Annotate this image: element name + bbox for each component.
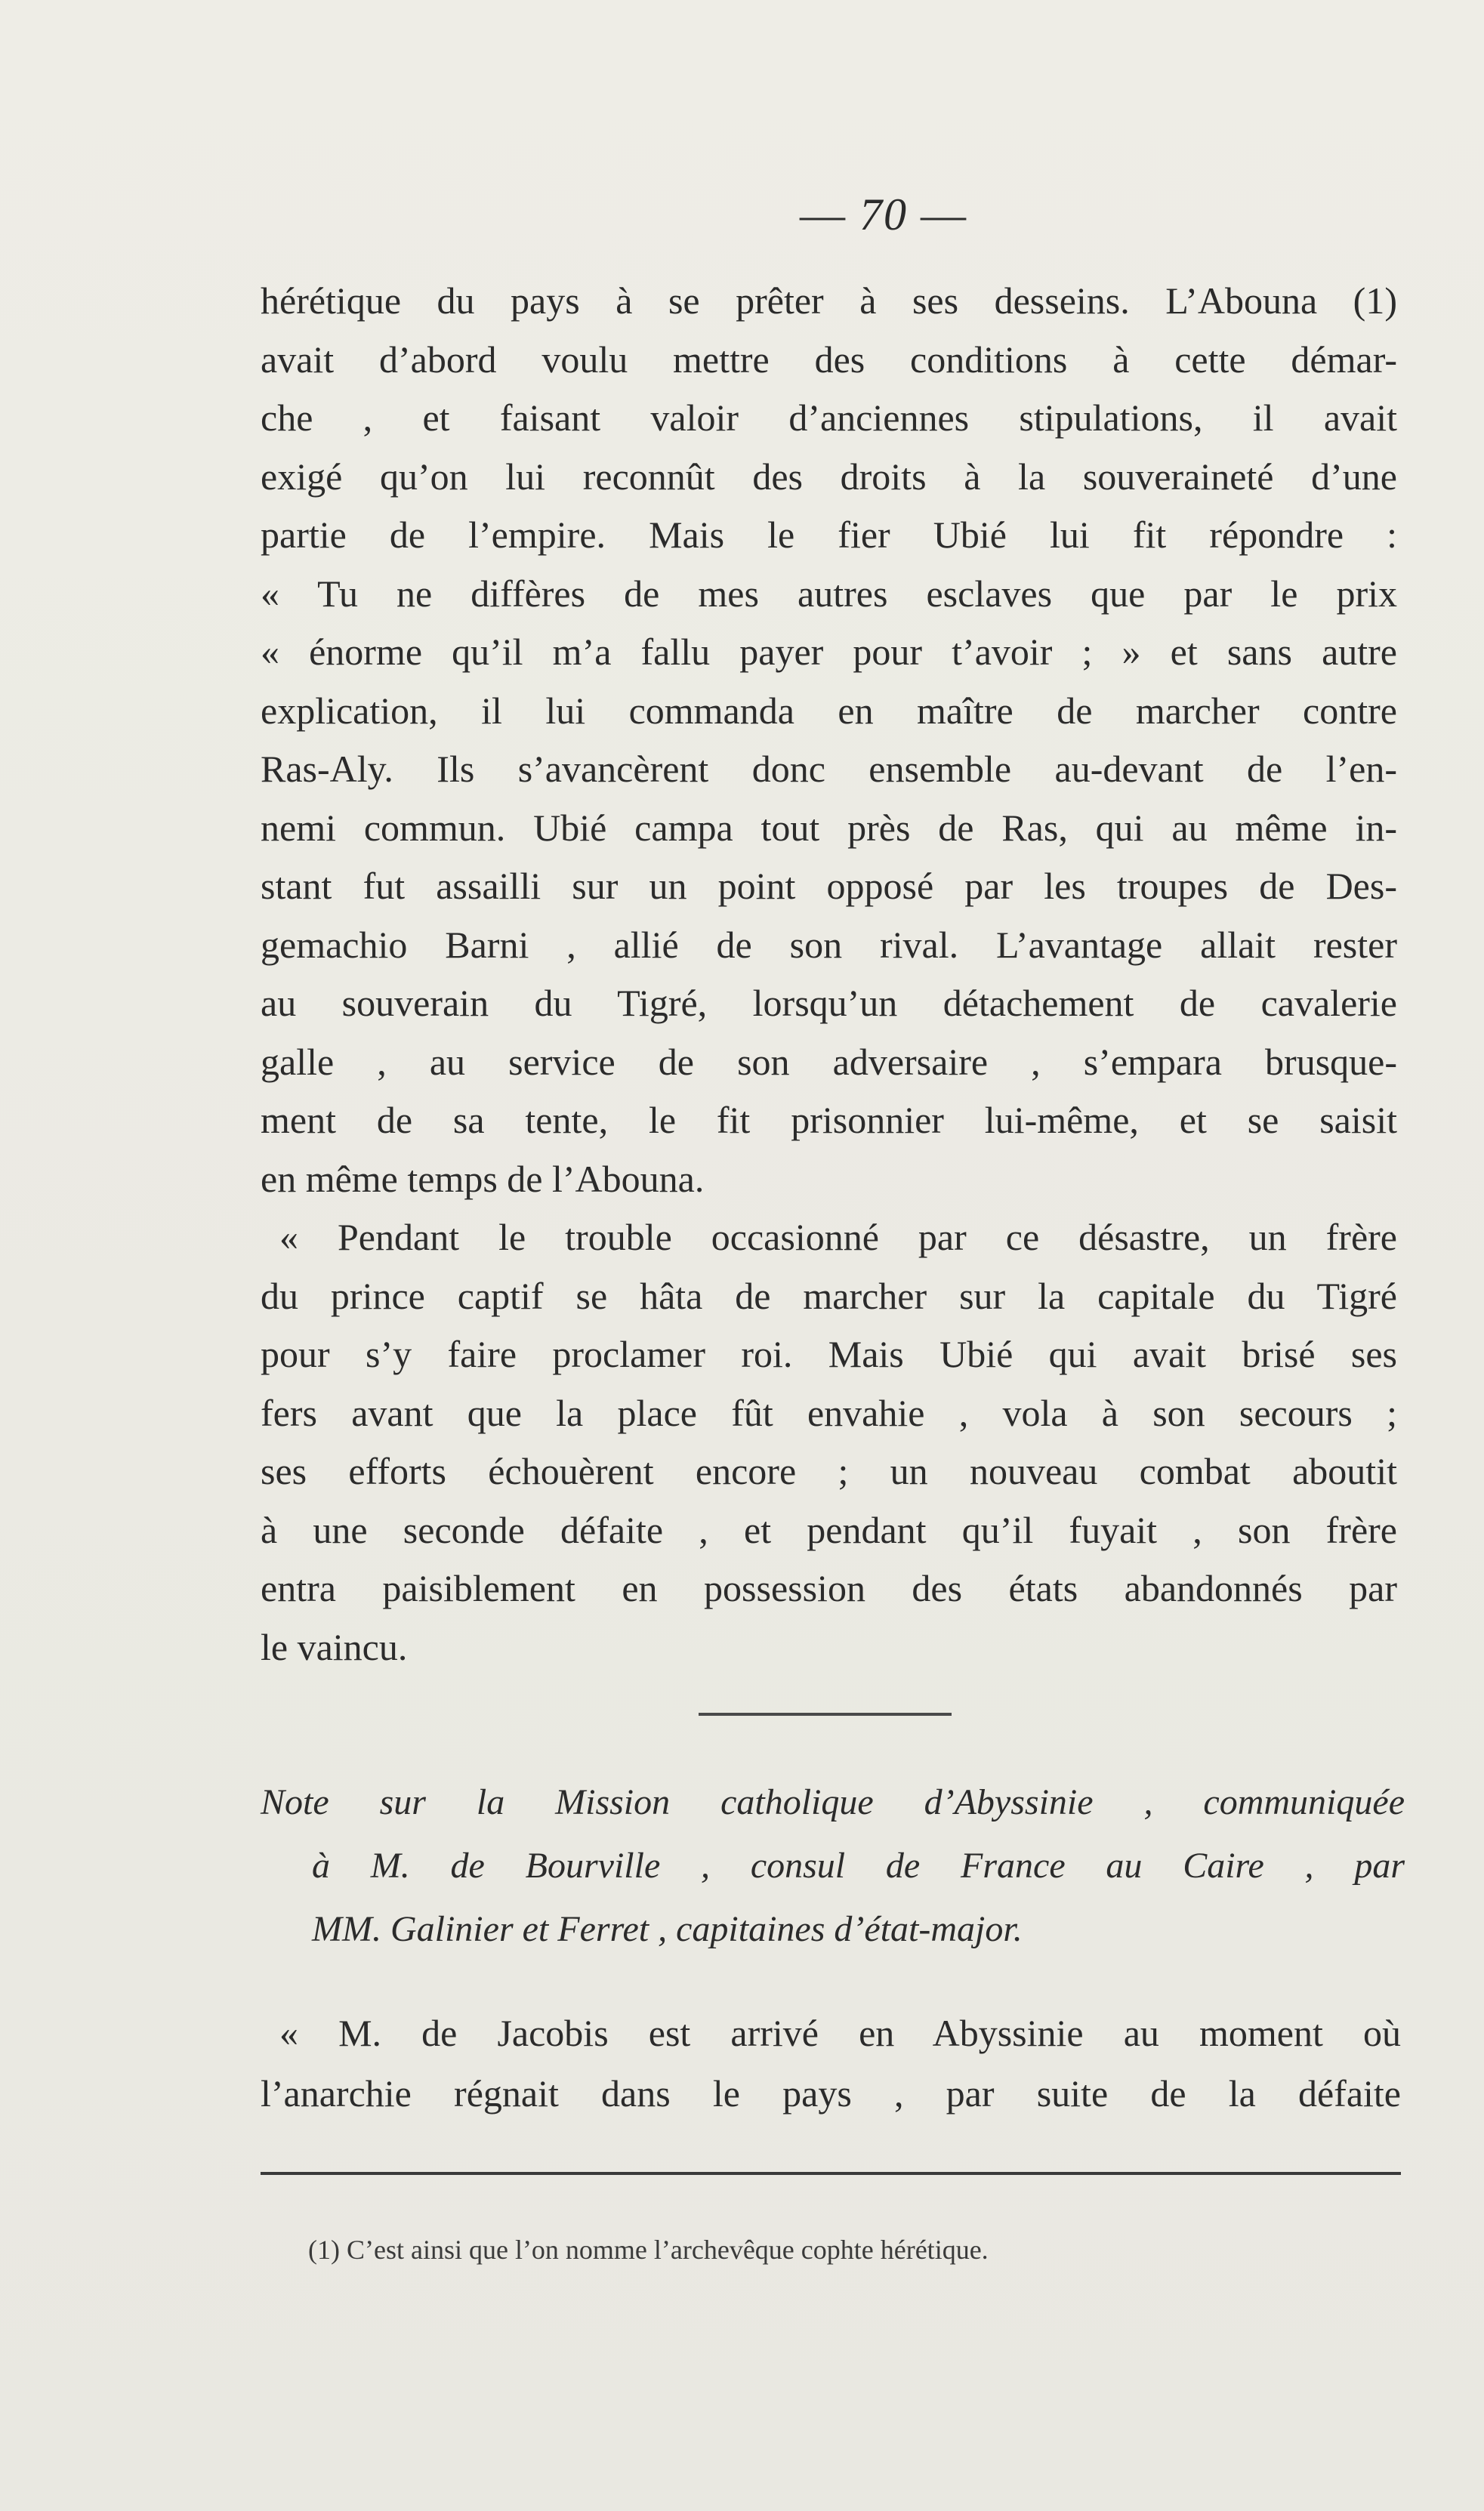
body-line: nemi commun. Ubié campa tout près de Ras, qui au même in- [261, 806, 1397, 849]
body-line: stant fut assailli sur un point opposé par les troupes de Des- [261, 865, 1397, 907]
body-line: « Tu ne diffères de mes autres esclaves que par le prix [261, 572, 1397, 615]
note-body-line: l’anarchie régnait dans le pays , par suite de la défaite [261, 2072, 1401, 2115]
body-line: hérétique du pays à se prêter à ses desseins. L’Abouna (1) [261, 279, 1397, 322]
body-line: galle , au service de son adversaire , s’empara brusque- [261, 1040, 1397, 1083]
body-line: ment de sa tente, le fit prisonnier lui-même, et se saisit [261, 1099, 1397, 1141]
body-line: entra paisiblement en possession des états abandonnés par [261, 1567, 1397, 1609]
note-body-line: « M. de Jacobis est arrivé en Abyssinie au moment où [279, 2012, 1401, 2054]
body-line: che , et faisant valoir d’anciennes stipulations, il avait [261, 396, 1397, 439]
page-number: — 70 — [800, 190, 967, 239]
note-title-line: à M. de Bourville , consul de France au Caire , par [312, 1846, 1405, 1886]
body-line: gemachio Barni , allié de son rival. L’avantage allait rester [261, 923, 1397, 966]
body-line: avait d’abord voulu mettre des conditions à cette démar- [261, 338, 1397, 381]
body-line: « Pendant le trouble occasionné par ce désastre, un frère [279, 1216, 1397, 1258]
page-number-value: 70 [859, 190, 908, 239]
body-line: Ras-Aly. Ils s’avancèrent donc ensemble au-devant de l’en- [261, 748, 1397, 790]
note-body [261, 2003, 1401, 2124]
body-line: du prince captif se hâta de marcher sur la capitale du Tigré [261, 1274, 1397, 1317]
section-divider [699, 1713, 952, 1716]
body-line: explication, il lui commanda en maître de marcher contre [261, 689, 1397, 732]
body-line: en même temps de l’Abouna. [261, 1157, 705, 1200]
body-line: au souverain du Tigré, lorsqu’un détachement de cavalerie [261, 982, 1397, 1024]
body-text [261, 272, 1397, 1677]
body-line: fers avant que la place fût envahie , vola à son secours ; [261, 1391, 1397, 1434]
body-line: ses efforts échouèrent encore ; un nouveau combat aboutit [261, 1450, 1397, 1492]
body-line: « énorme qu’il m’a fallu payer pour t’avoir ; » et sans autre [261, 631, 1397, 673]
note-title [261, 1771, 1405, 1961]
body-line: le vaincu. [261, 1625, 408, 1668]
note-title-line: MM. Galinier et Ferret , capitaines d’état-major. [312, 1909, 1023, 1949]
footnote-divider [261, 2172, 1401, 2175]
note-title-line: Note sur la Mission catholique d’Abyssinie , communiquée [261, 1782, 1405, 1822]
body-line: partie de l’empire. Mais le fier Ubié lui fit répondre : [261, 514, 1397, 556]
body-line: à une seconde défaite , et pendant qu’il fuyait , son frère [261, 1508, 1397, 1551]
footnote: (1) C’est ainsi que l’on nomme l’archevêque cophte hérétique. [308, 2235, 989, 2265]
body-line: exigé qu’on lui reconnût des droits à la souveraineté d’une [261, 455, 1397, 498]
body-line: pour s’y faire proclamer roi. Mais Ubié qui avait brisé ses [261, 1333, 1397, 1375]
